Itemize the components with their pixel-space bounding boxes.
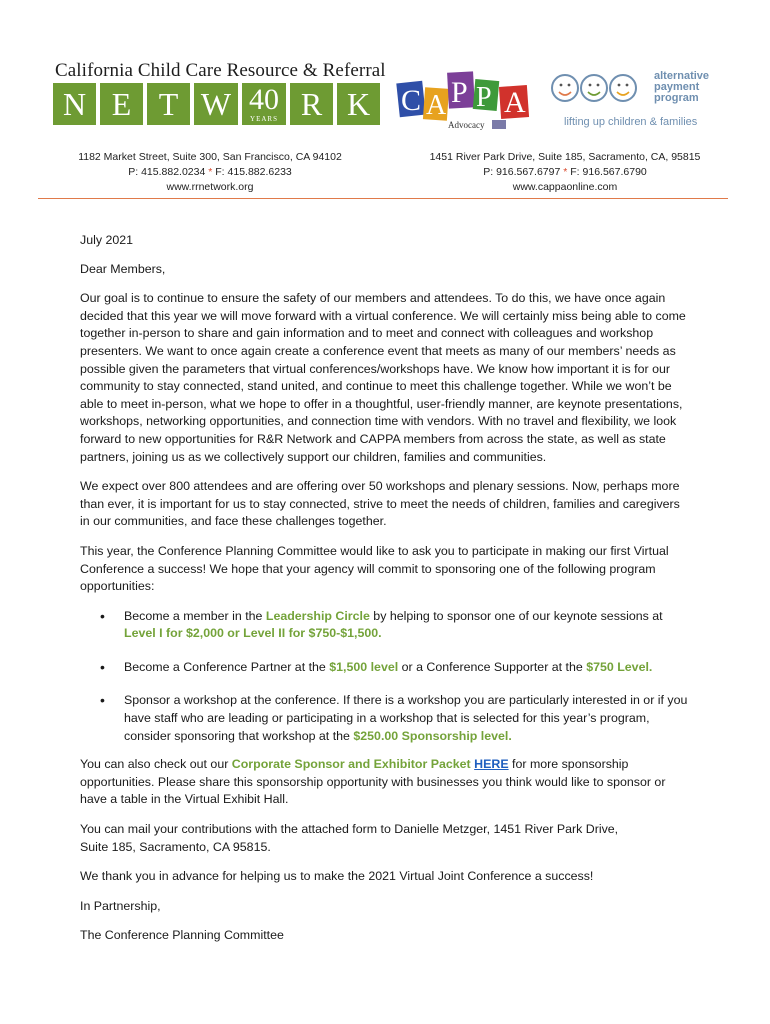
rrn-phone: P: 415.882.0234 <box>128 166 206 178</box>
cappa-fax: F: 916.567.6790 <box>570 166 647 178</box>
bullet-text: or a Conference Supporter at the <box>398 659 587 674</box>
partner-level-highlight: $1,500 level <box>329 659 399 674</box>
rrn-title: California Child Care Resource & Referral <box>55 60 386 81</box>
app-logo-word: alternative <box>654 70 710 82</box>
bullet-text: Sponsor a workshop at the conference. If there is a workshop you are particularly interested in or if you have staff who are leading or participating in a workshop that is selected for this year’s program, consider sponsoring that workshop at the <box>124 693 688 743</box>
rrn-years-label: YEARS <box>250 115 278 123</box>
paragraph-text: for more sponsorship opportunities. Please share this sponsorship opportunity with businesses you think would like to sponsor or have a table in the Virtual Exhibit Hall. <box>80 757 666 807</box>
paragraph-mail <box>80 821 690 856</box>
letter-closing: In Partnership, <box>80 898 161 913</box>
header-divider <box>38 198 728 199</box>
app-logo-word: payment <box>654 81 700 93</box>
packet-highlight: Corporate Sponsor and Exhibitor Packet <box>231 757 471 772</box>
paragraph-thanks: We thank you in advance for helping us to make the 2021 Virtual Joint Conference a success! <box>80 869 594 884</box>
rrn-fax: F: 415.882.6233 <box>215 166 292 178</box>
list-item <box>80 659 690 677</box>
bullet-text: by helping to sponsor one of our keynote sessions at <box>369 608 663 623</box>
cappa-phone: P: 916.567.6797 <box>483 166 561 178</box>
app-logo <box>550 70 720 130</box>
rrn-logo-letter: E <box>100 83 143 125</box>
cappa-logo-letter: A <box>426 90 447 121</box>
cappa-street: 1451 River Park Drive, Suite 185, Sacramento, CA, 95815 <box>429 151 701 163</box>
rrn-phone-fax <box>60 165 360 180</box>
here-link[interactable]: HERE <box>474 757 509 772</box>
supporter-level-highlight: $750 Level. <box>586 659 653 674</box>
rrn-40-years-badge <box>242 83 286 125</box>
cappa-address-block <box>415 150 715 195</box>
separator-star: * <box>208 166 213 178</box>
cappa-advocacy-text: Advocacy <box>448 120 485 130</box>
rrn-40-number: 40 <box>249 83 279 116</box>
rrn-street: 1182 Market Street, Suite 300, San Francisco, CA 94102 <box>78 151 342 163</box>
letter-date: July 2021 <box>80 233 134 247</box>
cappa-logo <box>396 62 544 132</box>
cappa-website[interactable]: www.cappaonline.com <box>512 181 618 193</box>
level-pricing-highlight: Level I for $2,000 or Level II for $750-$1,500. <box>124 626 382 641</box>
cappa-logo-letter: C <box>401 84 422 117</box>
cappa-phone-fax <box>415 165 715 180</box>
rrn-logo-letter: T <box>147 83 190 125</box>
mail-line: You can mail your contributions with the attached form to Danielle Metzger, 1451 River Park Drive, <box>80 822 619 837</box>
app-logo-word: program <box>654 92 699 104</box>
bullet-text: Become a member in the <box>124 608 266 623</box>
cappa-logo-letter: P <box>451 76 468 109</box>
rrn-network-logo <box>53 83 380 125</box>
letter-signature: The Conference Planning Committee <box>80 928 284 943</box>
list-item <box>80 608 690 643</box>
rrn-logo-letter: R <box>290 83 333 125</box>
cappa-logo-letter: P <box>476 82 492 113</box>
rrn-logo-letter: W <box>194 83 238 125</box>
paragraph-attendees: We expect over 800 attendees and are offering over 50 workshops and plenary sessions. Now, perhaps more than ever, it is important for us to stay connected, strive to meet the needs of children, families and caregivers in our communities, and face these challenges together. <box>80 479 680 529</box>
rrn-logo-letter: K <box>337 83 380 125</box>
letter-body <box>80 232 690 945</box>
mail-line: Suite 185, Sacramento, CA 95815. <box>80 839 271 854</box>
list-item <box>80 692 690 745</box>
rrn-logo-letter: N <box>53 83 96 125</box>
workshop-level-highlight: $250.00 Sponsorship level. <box>353 728 512 743</box>
sponsorship-options-list <box>80 608 690 746</box>
app-logo-tagline: lifting up children & families <box>564 116 698 128</box>
cappa-logo-letter: A <box>504 86 526 119</box>
rrn-website[interactable]: www.rrnetwork.org <box>166 181 254 193</box>
separator-star: * <box>563 166 568 178</box>
paragraph-text: You can also check out our <box>80 757 232 772</box>
paragraph-ask: This year, the Conference Planning Committee would like to ask you to participate in making our first Virtual Conference a success! We hope that your agency will commit to sponsoring one of the following program opportunities: <box>80 543 669 594</box>
bullet-text: Become a Conference Partner at the <box>124 659 330 674</box>
paragraph-packet <box>80 756 690 809</box>
rrn-address-block <box>60 150 360 195</box>
paragraph-goal: Our goal is to continue to ensure the safety of our members and attendees. To do this, we have once again decided that this year we will move forward with a virtual conference. We will certainly miss being able to come together in-person to share and gain information and to meet and connect with colleagues and workshop presenters. We want to once again create a conference event that meets as many of our members’ needs as possible given the parameters that virtual conferences/workshops have. We know how important it is for our community to stay connected, stand united, and continue to meet this challenge together. While we won’t be able to meet in-person, what we hope to offer in a thoughtful, user-friendly manner, are keynote presentations, workshops, networking opportunities, and connection time with vendors. With no travel and flexibility, we look forward to new opportunities for R&R Network and CAPPA members from across the state, as well as state partners, joining us as we collectively support our children, families and communities. <box>80 291 686 464</box>
leadership-circle-highlight: Leadership Circle <box>265 608 370 623</box>
letter-salutation: Dear Members, <box>80 261 166 276</box>
